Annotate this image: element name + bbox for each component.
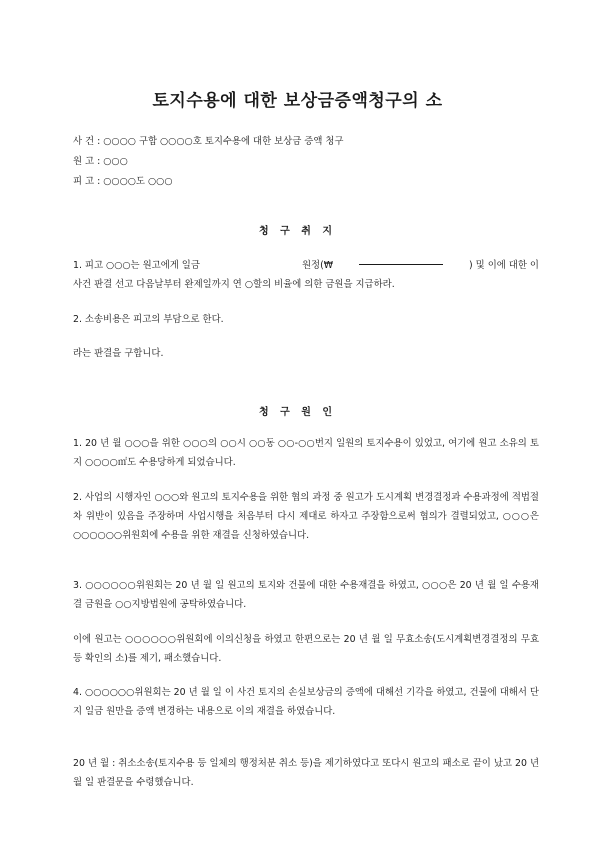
claim-cause-paragraph-3: 3. ○○○○○○위원회는 20 년 월 일 원고의 토지와 건물에 대한 수용재결을 하였고, ○○○은 20 년 월 일 수용재결 금원을 ○○지방법원에 공탁하였습니다. bbox=[73, 580, 539, 610]
claim-purpose-item-1 bbox=[73, 256, 539, 294]
document-title: 토지수용에 대한 보상금증액청구의 소 bbox=[152, 91, 443, 111]
claim-purpose-closing: 라는 판결을 구합니다. bbox=[73, 348, 164, 359]
case-line: 사 건 : ○○○○ 구합 ○○○○호 토지수용에 대한 보상금 증액 청구 bbox=[73, 136, 344, 147]
claim-cause-paragraph-4: 이에 원고는 ○○○○○○위원회에 이의신청을 하였고 한편으로는 20 년 월 일 무효소송(도시계획변경결정의 무효 등 확인의 소)를 제기, 패소했습니다. bbox=[73, 634, 539, 664]
claim-cause-paragraph-6: 20 년 월 : 취소소송(토지수용 등 일체의 행정처분 취소 등)을 제기하였다고 또다시 원고의 패소로 끝이 났고 20 년 월 일 판결문을 수령했습니다. bbox=[73, 758, 539, 788]
claim-cause-heading: 청 구 원 인 bbox=[258, 407, 337, 418]
defendant-line: 피 고 : ○○○○도 ○○○ bbox=[73, 176, 173, 187]
claim-cause-paragraph-2: 2. 사업의 시행자인 ○○○와 원고의 토지수용을 위한 협의 과정 중 원고가 도시계획 변경결정과 수용과정에 적법절차 위반이 있음을 주장하며 사업시행을 처음부터 다시 제대로 하자고 주장함으로써 협의가 결렬되었고, ○○○은 ○○○○○○위원회에 수용을 위한 재결을 신청하였습니다. bbox=[73, 492, 539, 541]
item1-part-b: 원정(₩ bbox=[301, 260, 333, 271]
claim-purpose-item-2: 2. 소송비용은 피고의 부담으로 한다. bbox=[73, 314, 224, 325]
item1-part-d: 사건 판결 선고 다음날부터 완제일까지 연 ○할의 비율에 의한 금원을 지급하라. bbox=[73, 279, 395, 290]
claim-cause-paragraph-5: 4. ○○○○○○위원회는 20 년 월 일 이 사건 토지의 손실보상금의 증액에 대해선 기각을 하였고, 건물에 대해서 단지 일금 원만을 증액 변경하는 내용으로 이의 재결을 하였습니다. bbox=[73, 687, 539, 717]
amount-blank-line bbox=[359, 256, 443, 265]
plaintiff-line: 원 고 : ○○○ bbox=[73, 156, 128, 167]
claim-purpose-heading: 청 구 취 지 bbox=[258, 226, 337, 237]
item1-part-c: ) 및 이에 대한 이 bbox=[469, 260, 539, 271]
claim-cause-paragraph-1: 1. 20 년 월 ○○○을 위한 ○○○의 ○○시 ○○동 ○○-○○번지 일원의 토지수용이 있었고, 여기에 원고 소유의 토지 ○○○○㎡도 수용당하게 되었습니다. bbox=[73, 438, 539, 468]
item1-part-a: 1. 피고 ○○○는 원고에게 일금 bbox=[73, 260, 200, 271]
